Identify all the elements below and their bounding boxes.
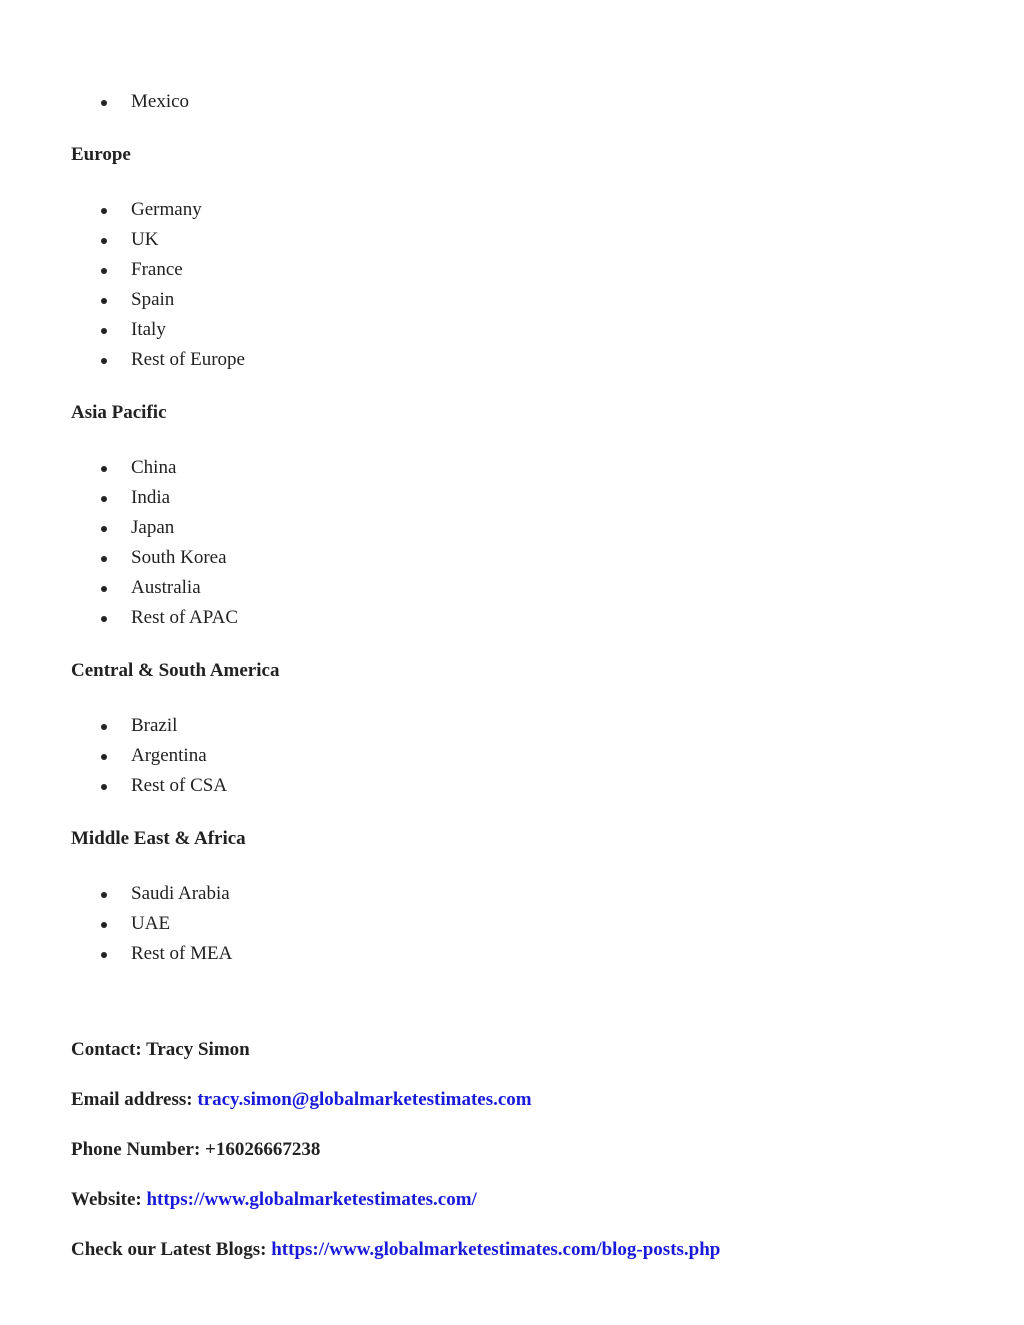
mea-list [0,879,232,969]
list-item [0,939,232,969]
bullet-icon [101,466,107,472]
bullet-icon [101,586,107,592]
list-item-label: India [131,487,171,508]
bullet-icon [101,496,107,502]
list-item [0,603,238,633]
contact-name: Contact: Tracy Simon [71,1039,250,1060]
list-item [0,711,227,741]
blogs-line [71,1238,720,1262]
bullet-icon [101,922,107,928]
list-item [0,543,238,573]
list-item [0,453,238,483]
bullet-icon [101,298,107,304]
list-item [0,741,227,771]
bullet-icon [101,268,107,274]
website-line [71,1188,477,1212]
bullet-icon [101,526,107,532]
list-item [0,573,238,603]
list-item [0,909,232,939]
list-item [0,315,245,345]
email-line [71,1088,532,1112]
list-item-label: Mexico [131,91,190,112]
bullet-icon [101,952,107,958]
bullet-icon [101,328,107,334]
section-heading-asia-pacific: Asia Pacific [71,402,167,423]
phone-line: Phone Number: +16026667238 [71,1139,321,1160]
list-item [0,513,238,543]
section-heading-csa: Central & South America [71,660,280,681]
list-item-label: France [131,259,183,280]
email-label: Email address: [71,1089,198,1110]
list-item [0,345,245,375]
list-item-label: Australia [131,577,201,598]
list-item-label: Argentina [131,745,207,766]
list-item [0,255,245,285]
list-item [0,87,189,117]
europe-list [0,195,245,375]
section-heading-mea: Middle East & Africa [71,828,246,849]
bullet-icon [101,616,107,622]
list-item [0,879,232,909]
list-item-label: Spain [131,289,175,310]
list-item-label: China [131,457,177,478]
bullet-icon [101,358,107,364]
list-item-label: UAE [131,913,171,934]
email-link[interactable]: tracy.simon@globalmarketestimates.com [197,1089,532,1110]
bullet-icon [101,238,107,244]
bullet-icon [101,784,107,790]
website-link[interactable]: https://www.globalmarketestimates.com/ [146,1189,477,1210]
section-heading-europe: Europe [71,144,131,165]
north-america-list [0,87,189,117]
list-item-label: Brazil [131,715,178,736]
list-item-label: Rest of Europe [131,349,245,370]
list-item-label: Rest of APAC [131,607,238,628]
bullet-icon [101,724,107,730]
website-label: Website: [71,1189,147,1210]
list-item-label: Saudi Arabia [131,883,230,904]
bullet-icon [101,100,107,106]
blogs-link[interactable]: https://www.globalmarketestimates.com/blog-posts.php [271,1239,721,1260]
bullet-icon [101,892,107,898]
bullet-icon [101,208,107,214]
list-item [0,225,245,255]
bullet-icon [101,556,107,562]
asia-pacific-list [0,453,238,633]
list-item-label: UK [131,229,159,250]
list-item [0,195,245,225]
bullet-icon [101,754,107,760]
list-item-label: Rest of CSA [131,775,228,796]
csa-list [0,711,227,801]
list-item [0,285,245,315]
list-item-label: Italy [131,319,166,340]
list-item-label: Rest of MEA [131,943,233,964]
list-item-label: South Korea [131,547,227,568]
list-item [0,483,238,513]
list-item [0,771,227,801]
blogs-label: Check our Latest Blogs: [71,1239,272,1260]
list-item-label: Germany [131,199,202,220]
list-item-label: Japan [131,517,175,538]
